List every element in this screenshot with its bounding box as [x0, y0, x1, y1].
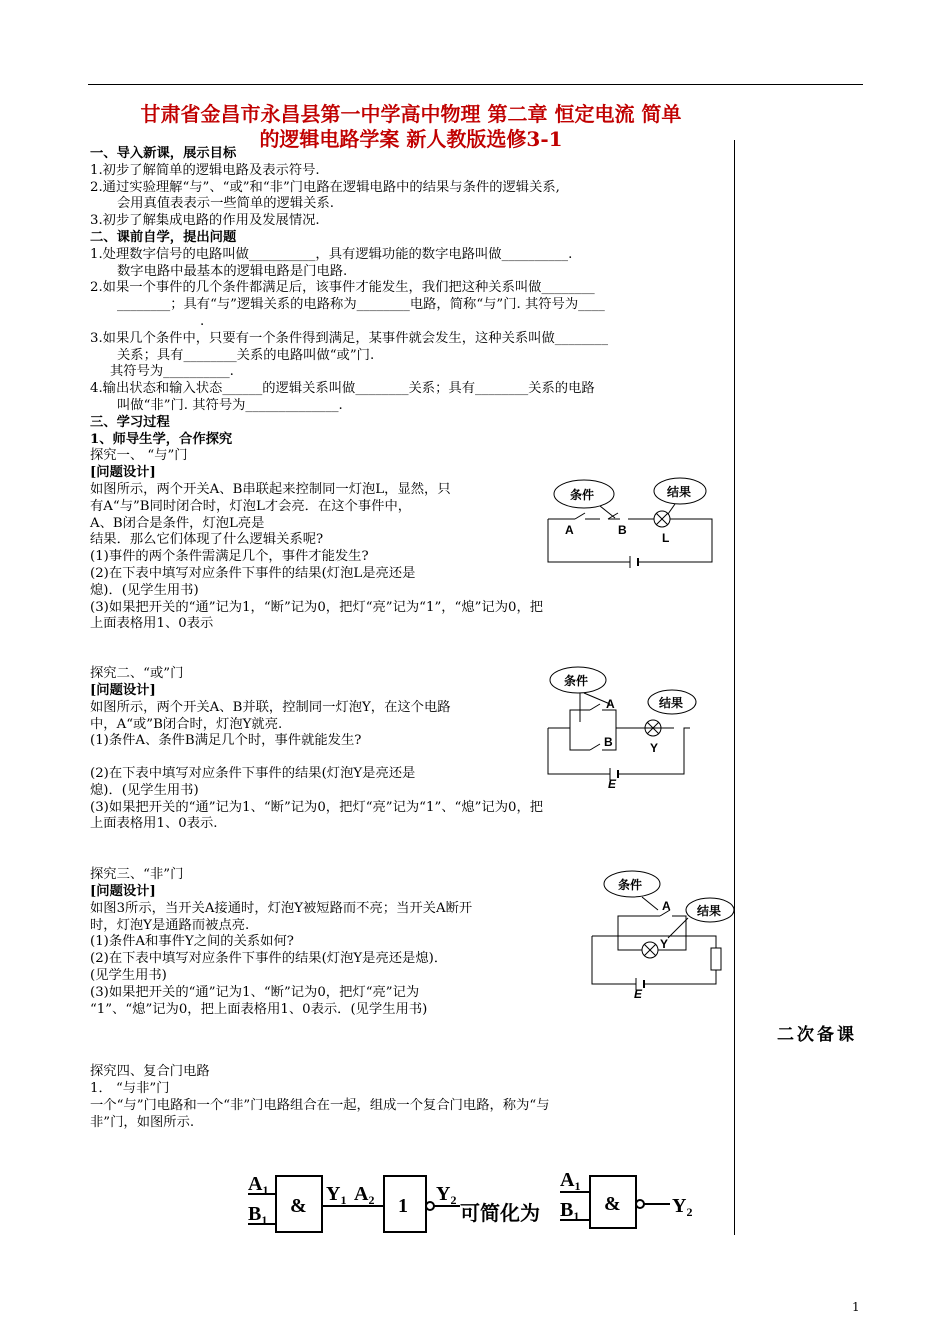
- explore-3-text: 如图3所示，当开关A接通时，灯泡Y被短路而不亮；当开关A断开: [90, 900, 473, 916]
- question-2: 2.如果一个事件的几个条件都满足后，该事件才能发生，我们把这种关系叫做________: [90, 280, 595, 296]
- question-4-cont: 叫做“非”门. 其符号为______________.: [117, 397, 343, 413]
- explore-1-title: 探究一、 “与”门: [90, 448, 188, 464]
- result-label: 结果: [697, 904, 722, 918]
- condition-label: 条件: [564, 674, 589, 688]
- question-1-cont: 数字电路中最基本的逻辑电路是门电路.: [117, 263, 348, 279]
- explore-4-text: 非”门，如图所示.: [90, 1114, 195, 1130]
- input-a2: $A_2$: [354, 1183, 375, 1207]
- lamp-l-label: L: [662, 531, 670, 545]
- header-rule: [88, 84, 863, 85]
- explore-3-question: (2)在下表中填写对应条件下事件的结果(灯泡Y是亮还是熄)．: [90, 951, 448, 967]
- explore-3-text: 时，灯泡Y是通路而被点亮.: [90, 917, 250, 933]
- input-a1-right: $A_1$: [560, 1169, 581, 1193]
- explore-4-sub: 1． “与非”门: [90, 1081, 170, 1097]
- explore-2-question: (1)条件A、条件B满足几个时，事件就能发生?: [90, 733, 362, 749]
- explore-1-design: [问题设计]: [90, 465, 156, 481]
- explore-2-question: 熄)．(见学生用书): [90, 782, 199, 798]
- explore-1-question: 熄)．(见学生用书): [90, 582, 199, 598]
- or-circuit-figure: [540, 662, 700, 790]
- question-2-end: .: [200, 313, 205, 329]
- explore-2-title: 探究二、“或”门: [90, 666, 184, 682]
- explore-2-question: (2)在下表中填写对应条件下事件的结果(灯泡Y是亮还是: [90, 766, 416, 782]
- explore-1-text: 如图所示，两个开关A、B串联起来控制同一灯泡L，显然，只: [90, 481, 451, 497]
- question-2-cont: ________；具有“与”逻辑关系的电路称为________电路，简称“与”门. 其符号为____: [117, 297, 605, 313]
- explore-2-text: 如图所示，两个开关A、B并联，控制同一灯泡Y，在这个电路: [90, 699, 451, 715]
- section-1-heading: 一、导入新课，展示目标: [90, 146, 237, 161]
- resistor-icon: [711, 948, 721, 970]
- explore-1-question: 上面表格用1、0表示: [90, 616, 214, 632]
- not-symbol: 1: [398, 1195, 408, 1217]
- explore-1-question: (3)如果把开关的“通”记为1，“断”记为0，把灯“亮”记为“1”，“熄”记为0，把: [90, 599, 544, 615]
- inverter-bubble-icon: [636, 1200, 644, 1208]
- explore-1-text: A、B闭合是条件，灯泡L亮是: [90, 515, 265, 531]
- page-number: 1: [852, 1300, 860, 1314]
- section-3-sub: 1、师导生学，合作探究: [90, 431, 233, 447]
- nand-gate-diagram: [238, 1164, 698, 1234]
- simplify-label: 可简化为: [460, 1203, 540, 1225]
- goal-2-cont: 会用真值表表示一些简单的逻辑关系.: [117, 196, 334, 212]
- explore-1-text: 结果．那么它们体现了什么逻辑关系呢?: [90, 532, 324, 548]
- lamp-y-label: Y: [650, 741, 659, 755]
- document-title: [96, 102, 726, 152]
- battery-e-label: E: [634, 987, 643, 1000]
- title-line-2: 的逻辑电路学案 新人教版选修3-1: [259, 127, 563, 151]
- output-y2-right: $Y_2$: [672, 1195, 693, 1219]
- input-a1: $A_1$: [248, 1173, 269, 1197]
- explore-2-design: [问题设计]: [90, 682, 156, 698]
- nand-symbol: &: [604, 1193, 621, 1215]
- explore-1-text: 有A“与”B同时闭合时，灯泡L才会亮．在这个事件中，: [90, 498, 412, 514]
- switch-b-label: B: [604, 735, 613, 749]
- explore-3-design: [问题设计]: [90, 884, 156, 900]
- explore-1-question: (2)在下表中填写对应条件下事件的结果(灯泡L是亮还是: [90, 565, 416, 581]
- lamp-y-label: Y: [660, 937, 669, 951]
- goal-3: 3.初步了解集成电路的作用及发展情况.: [90, 213, 320, 229]
- and-circuit-figure: [540, 474, 720, 570]
- and-symbol: &: [290, 1195, 307, 1217]
- question-3-end: 其符号为__________.: [110, 364, 234, 380]
- output-y2: $Y_2$: [436, 1183, 457, 1207]
- question-3-cont: 关系；具有________关系的电路叫做“或”门.: [117, 347, 375, 363]
- explore-2-question: 上面表格用1、0表示.: [90, 816, 218, 832]
- switch-a-label: A: [662, 899, 671, 913]
- explore-3-question: “1”、“熄”记为0，把上面表格用1、0表示．(见学生用书): [90, 1001, 428, 1017]
- explore-1-question: (1)事件的两个条件需满足几个，事件才能发生?: [90, 549, 369, 565]
- condition-label: 条件: [570, 488, 595, 502]
- section-3-heading: 三、学习过程: [90, 414, 170, 430]
- result-label: 结果: [659, 696, 684, 710]
- explore-4-text: 一个“与”门电路和一个“非”门电路组合在一起，组成一个复合门电路，称为“与: [90, 1098, 550, 1114]
- switch-a-label: A: [606, 697, 615, 711]
- switch-b-label: B: [618, 523, 627, 537]
- explore-3-question: (3)如果把开关的“通”记为1、“断”记为0，把灯“亮”记为: [90, 984, 420, 1000]
- goal-1: 1.初步了解简单的逻辑电路及表示符号.: [90, 162, 320, 178]
- explore-4-title: 探究四、复合门电路: [90, 1064, 210, 1080]
- output-y1: $Y_1$: [326, 1183, 347, 1207]
- explore-2-question: (3)如果把开关的“通”记为1、“断”记为0，把灯“亮”记为“1”、“熄”记为0，把: [90, 799, 544, 815]
- battery-e-label: E: [608, 777, 617, 790]
- not-circuit-figure: [588, 866, 738, 1000]
- explore-3-question: (1)条件A和事件Y之间的关系如何?: [90, 934, 294, 950]
- inverter-bubble-icon: [426, 1202, 434, 1210]
- condition-label: 条件: [618, 878, 643, 892]
- explore-2-text: 中，A“或”B闭合时，灯泡Y就亮.: [90, 716, 283, 732]
- question-3: 3.如果几个条件中，只要有一个条件得到满足，某事件就会发生，这种关系叫做________: [90, 330, 608, 346]
- input-b1-right: $B_1$: [560, 1199, 580, 1223]
- secondary-prep-note: 二次备课: [777, 1025, 857, 1045]
- explore-3-question: (见学生用书): [90, 968, 167, 984]
- question-4: 4.输出状态和输入状态______的逻辑关系叫做________关系；具有________关系的电路: [90, 381, 595, 397]
- goal-2: 2.通过实验理解“与”、“或”和“非”门电路在逻辑电路中的结果与条件的逻辑关系,: [90, 179, 560, 195]
- title-line-1: 甘肃省金昌市永昌县第一中学高中物理 第二章 恒定电流 简单: [140, 102, 682, 126]
- switch-a-label: A: [565, 523, 574, 537]
- explore-3-title: 探究三、“非”门: [90, 867, 184, 883]
- section-2-heading: 二、课前自学，提出问题: [90, 229, 237, 245]
- margin-divider: [734, 140, 735, 1235]
- question-1: 1.处理数字信号的电路叫做__________，具有逻辑功能的数字电路叫做__________.: [90, 246, 573, 262]
- result-label: 结果: [667, 485, 692, 499]
- input-b1: $B_1$: [248, 1203, 268, 1227]
